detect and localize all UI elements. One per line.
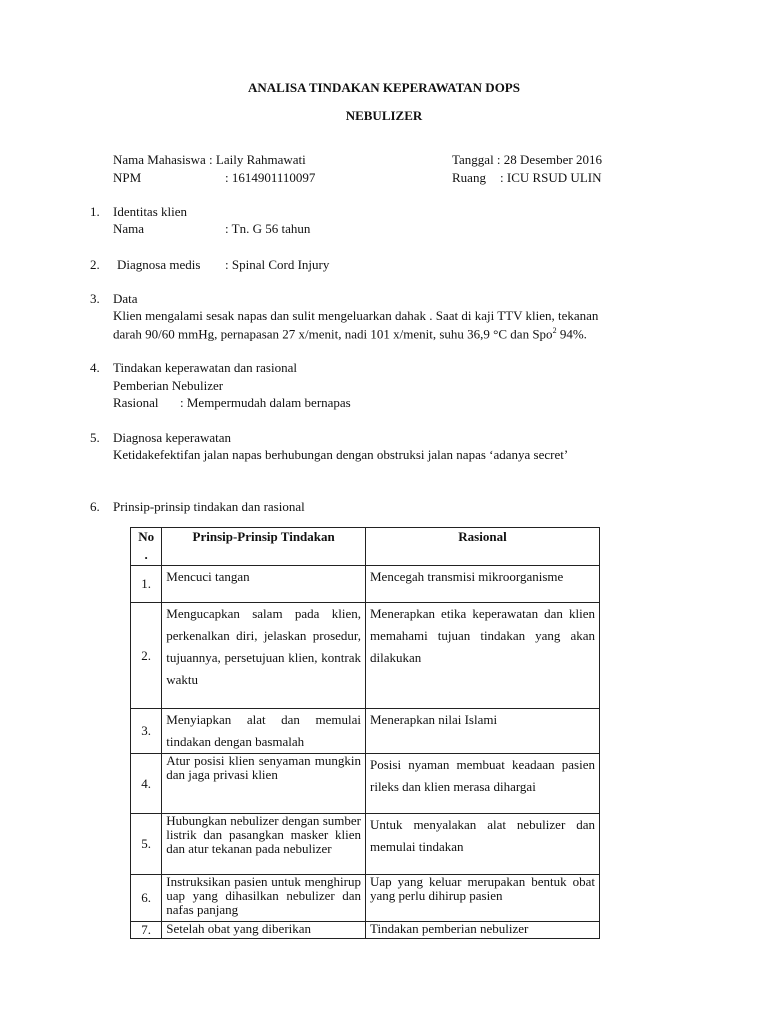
section-heading: Diagnosa medis [117, 257, 201, 272]
section-number: 1. [90, 204, 100, 219]
row-action: Setelah obat yang diberikan [162, 922, 366, 939]
table-row [131, 875, 600, 922]
table-row [131, 754, 600, 814]
row-rationale: Uap yang keluar merupakan bentuk obat yang perlu dihirup pasien [366, 875, 600, 922]
section-heading: Prinsip-prinsip tindakan dan rasional [113, 499, 305, 514]
section-number: 4. [90, 360, 100, 375]
row-number: 2. [131, 603, 162, 709]
row-action: Instruksikan pasien untuk menghirup uap yang dihasilkan nebulizer dan nafas panjang [162, 875, 366, 922]
row-number: 4. [131, 754, 162, 814]
section-number: 5. [90, 430, 100, 445]
npm-value: : 1614901110097 [225, 170, 316, 185]
table-row [131, 603, 600, 709]
room-label: Ruang [452, 170, 486, 185]
npm-label: NPM [113, 170, 142, 185]
row-rationale: Menerapkan nilai Islami [366, 709, 600, 754]
row-number: 7. [131, 922, 162, 939]
section-number: 6. [90, 499, 100, 514]
nursing-diagnosis: Ketidakefektifan jalan napas berhubungan dengan obstruksi jalan napas ‘adanya secret’ [113, 447, 569, 462]
section-heading: Data [113, 291, 138, 306]
section-heading: Identitas klien [113, 204, 188, 219]
row-rationale: Untuk menyalakan alat nebulizer dan memulai tindakan [366, 814, 600, 875]
date: Tanggal : 28 Desember 2016 [452, 152, 602, 167]
row-rationale: Tindakan pemberian nebulizer [366, 922, 600, 939]
row-number: 5. [131, 814, 162, 875]
table-row [131, 566, 600, 603]
rationale-label: Rasional [113, 395, 159, 410]
document-subtitle: NEBULIZER [345, 108, 423, 123]
table-row [131, 814, 600, 875]
section-number: 2. [90, 257, 100, 272]
medical-diagnosis: : Spinal Cord Injury [225, 257, 330, 272]
row-action: Hubungkan nebulizer dengan sumber listrik dan pasangkan masker klien dan atur tekanan pada nebulizer [162, 814, 366, 875]
section-heading: Diagnosa keperawatan [113, 430, 232, 445]
section-number: 3. [90, 291, 100, 306]
rationale-value: : Mempermudah dalam bernapas [180, 395, 351, 410]
section-heading: Tindakan keperawatan dan rasional [113, 360, 297, 375]
row-rationale: Menerapkan etika keperawatan dan klien memahami tujuan tindakan yang akan dilakukan [366, 603, 600, 709]
row-action: Menyiapkan alat dan memulai tindakan dengan basmalah [162, 709, 366, 754]
header-no: No . [131, 528, 162, 566]
row-action: Mengucapkan salam pada klien, perkenalkan diri, jelaskan prosedur, tujuannya, persetujuan klien, kontrak waktu [162, 603, 366, 709]
row-action: Mencuci tangan [162, 566, 366, 603]
action-text: Pemberian Nebulizer [113, 378, 224, 393]
table-header-row [131, 528, 600, 566]
table-row [131, 709, 600, 754]
data-text-line: darah 90/60 mmHg, pernapasan 27 x/menit, nadi 101 x/menit, suhu 36,9 °C dan Spo$^2$ 94%. [113, 326, 587, 342]
row-number: 1. [131, 566, 162, 603]
principles-table [130, 527, 600, 939]
header-rationale: Rasional [366, 528, 600, 566]
document-title: ANALISA TINDAKAN KEPERAWATAN DOPS [248, 80, 520, 95]
row-rationale: Mencegah transmisi mikroorganisme [366, 566, 600, 603]
patient-name-value: : Tn. G 56 tahun [225, 221, 311, 236]
room-value: : ICU RSUD ULIN [500, 170, 602, 185]
student-name: Nama Mahasiswa : Laily Rahmawati [113, 152, 306, 167]
row-number: 6. [131, 875, 162, 922]
row-rationale: Posisi nyaman membuat keadaan pasien rileks dan klien merasa dihargai [366, 754, 600, 814]
row-number: 3. [131, 709, 162, 754]
row-action: Atur posisi klien senyaman mungkin dan jaga privasi klien [162, 754, 366, 814]
header-action: Prinsip-Prinsip Tindakan [162, 528, 366, 566]
data-text-line: Klien mengalami sesak napas dan sulit mengeluarkan dahak . Saat di kaji TTV klien, tekanan [113, 308, 599, 323]
patient-name-label: Nama [113, 221, 145, 236]
table-row [131, 922, 600, 939]
